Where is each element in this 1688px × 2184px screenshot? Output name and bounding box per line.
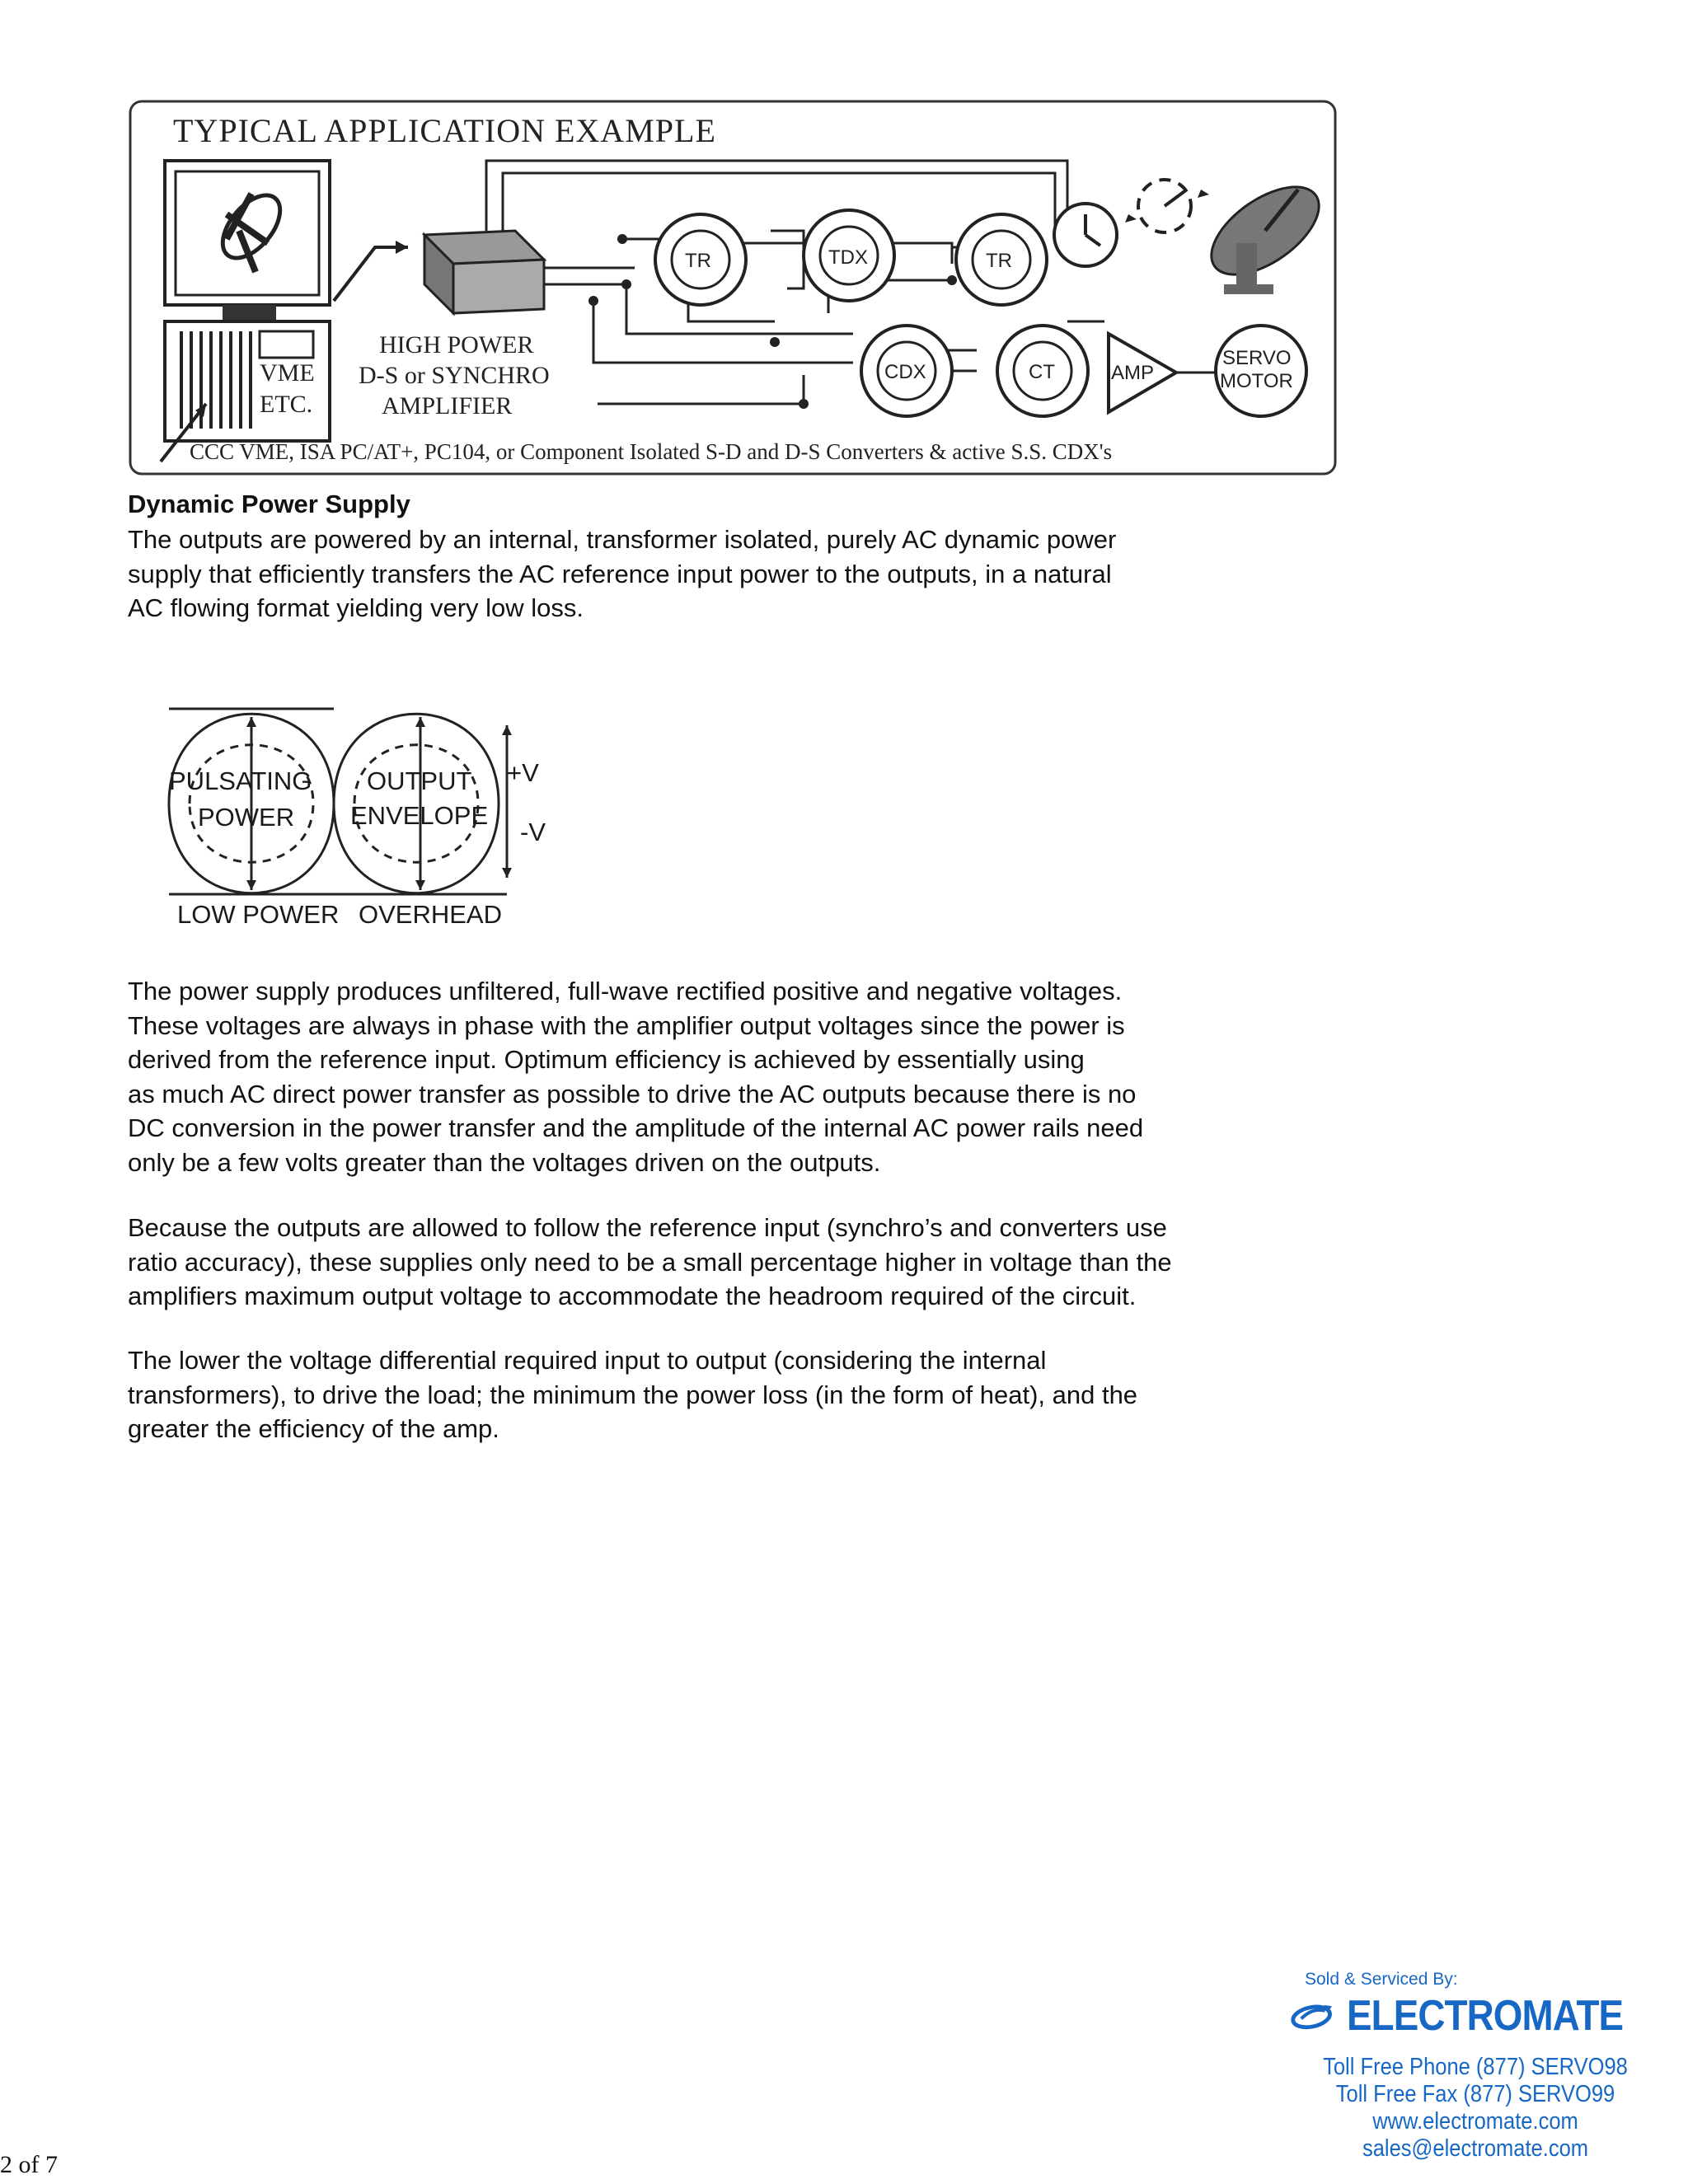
power-label: POWER [198, 803, 295, 832]
intro-paragraph [128, 523, 1331, 626]
text-line: supply that efficiently transfers the AC reference input power to the outputs, in a natural [128, 559, 1112, 588]
vme-label: VME [260, 359, 315, 387]
overhead-label: OVERHEAD [359, 900, 502, 929]
application-example-diagram [128, 99, 1339, 478]
section-heading: Dynamic Power Supply [128, 490, 410, 518]
website-link[interactable]: www.electromate.com [1372, 2108, 1578, 2135]
amplifier-label-line3: AMPLIFIER [382, 392, 513, 419]
text-line: The lower the voltage differential required input to output (considering the internal [128, 1346, 1047, 1375]
email-link[interactable]: sales@electromate.com [1362, 2135, 1589, 2162]
text-line: only be a few volts greater than the voltages driven on the outputs. [128, 1147, 881, 1177]
text-line: greater the efficiency of the amp. [128, 1414, 499, 1443]
electromate-swoosh-icon [1290, 1995, 1335, 2036]
diagram-footer-caption: CCC VME, ISA PC/AT+, PC104, or Component Isolated S-D and D-S Converters & active S.S. CDX's [190, 439, 1113, 464]
amp-label: AMP [1111, 362, 1155, 384]
phone-number: Toll Free Phone (877) SERVO98 [1323, 2054, 1628, 2080]
electromate-footer [1290, 1970, 1661, 2163]
amplifier-label-line2: D-S or SYNCHRO [359, 362, 550, 389]
page-number: 2 of 7 [0, 2151, 58, 2178]
output-label: OUTPUT [367, 766, 472, 795]
tr2-label: TR [986, 250, 1012, 272]
cdx-label: CDX [884, 361, 926, 383]
fax-number: Toll Free Fax (877) SERVO99 [1335, 2081, 1615, 2107]
plus-v-label: +V [507, 758, 539, 787]
text-line: derived from the reference input. Optimum efficiency is achieved by essentially using [128, 1045, 1085, 1074]
text-line: transformers), to drive the load; the minimum the power loss (in the form of heat), and the [128, 1380, 1138, 1409]
brand-name: ELECTROMATE [1347, 1992, 1624, 2040]
envelope-label: ENVELOPE [350, 801, 489, 830]
etc-label: ETC. [260, 391, 313, 418]
text-line: The outputs are powered by an internal, transformer isolated, purely AC dynamic power [128, 525, 1117, 554]
clock-icon [1054, 204, 1117, 266]
paragraph-voltage-differential [128, 1343, 1331, 1446]
servo-label: SERVO [1222, 347, 1292, 369]
pulsating-label: PULSATING [169, 766, 312, 795]
amplifier-label-line1: HIGH POWER [379, 331, 534, 359]
waveform-diagram [161, 692, 556, 935]
amplifier-box-icon [424, 231, 544, 313]
text-line: The power supply produces unfiltered, full-wave rectified positive and negative voltages. [128, 977, 1123, 1005]
minus-v-label: -V [520, 818, 546, 846]
contact-info [1312, 2054, 1639, 2163]
sold-by-label: Sold & Serviced By: [1305, 1970, 1458, 1989]
paragraph-power-supply [128, 974, 1331, 1179]
tdx-label: TDX [828, 246, 868, 269]
motor-label: MOTOR [1220, 370, 1293, 392]
paragraph-reference-input [128, 1211, 1331, 1314]
computer-monitor-icon [165, 161, 330, 320]
text-line: Because the outputs are allowed to follow the reference input (synchro’s and converters use [128, 1213, 1167, 1242]
text-line: ratio accuracy), these supplies only need to be a small percentage higher in voltage than the [128, 1247, 1172, 1277]
text-line: AC flowing format yielding very low loss. [128, 593, 584, 622]
low-power-label: LOW POWER [177, 900, 340, 929]
brand-logo [1290, 1991, 1661, 2041]
tr1-label: TR [685, 250, 711, 272]
text-line: as much AC direct power transfer as possible to drive the AC outputs because there is no [128, 1079, 1137, 1108]
diagram-title: TYPICAL APPLICATION EXAMPLE [173, 112, 716, 149]
ct-label: CT [1029, 361, 1055, 383]
text-line: DC conversion in the power transfer and the amplitude of the internal AC power rails need [128, 1113, 1144, 1142]
text-line: amplifiers maximum output voltage to accommodate the headroom required of the circuit. [128, 1282, 1137, 1310]
text-line: These voltages are always in phase with the amplifier output voltages since the power is [128, 1010, 1125, 1040]
